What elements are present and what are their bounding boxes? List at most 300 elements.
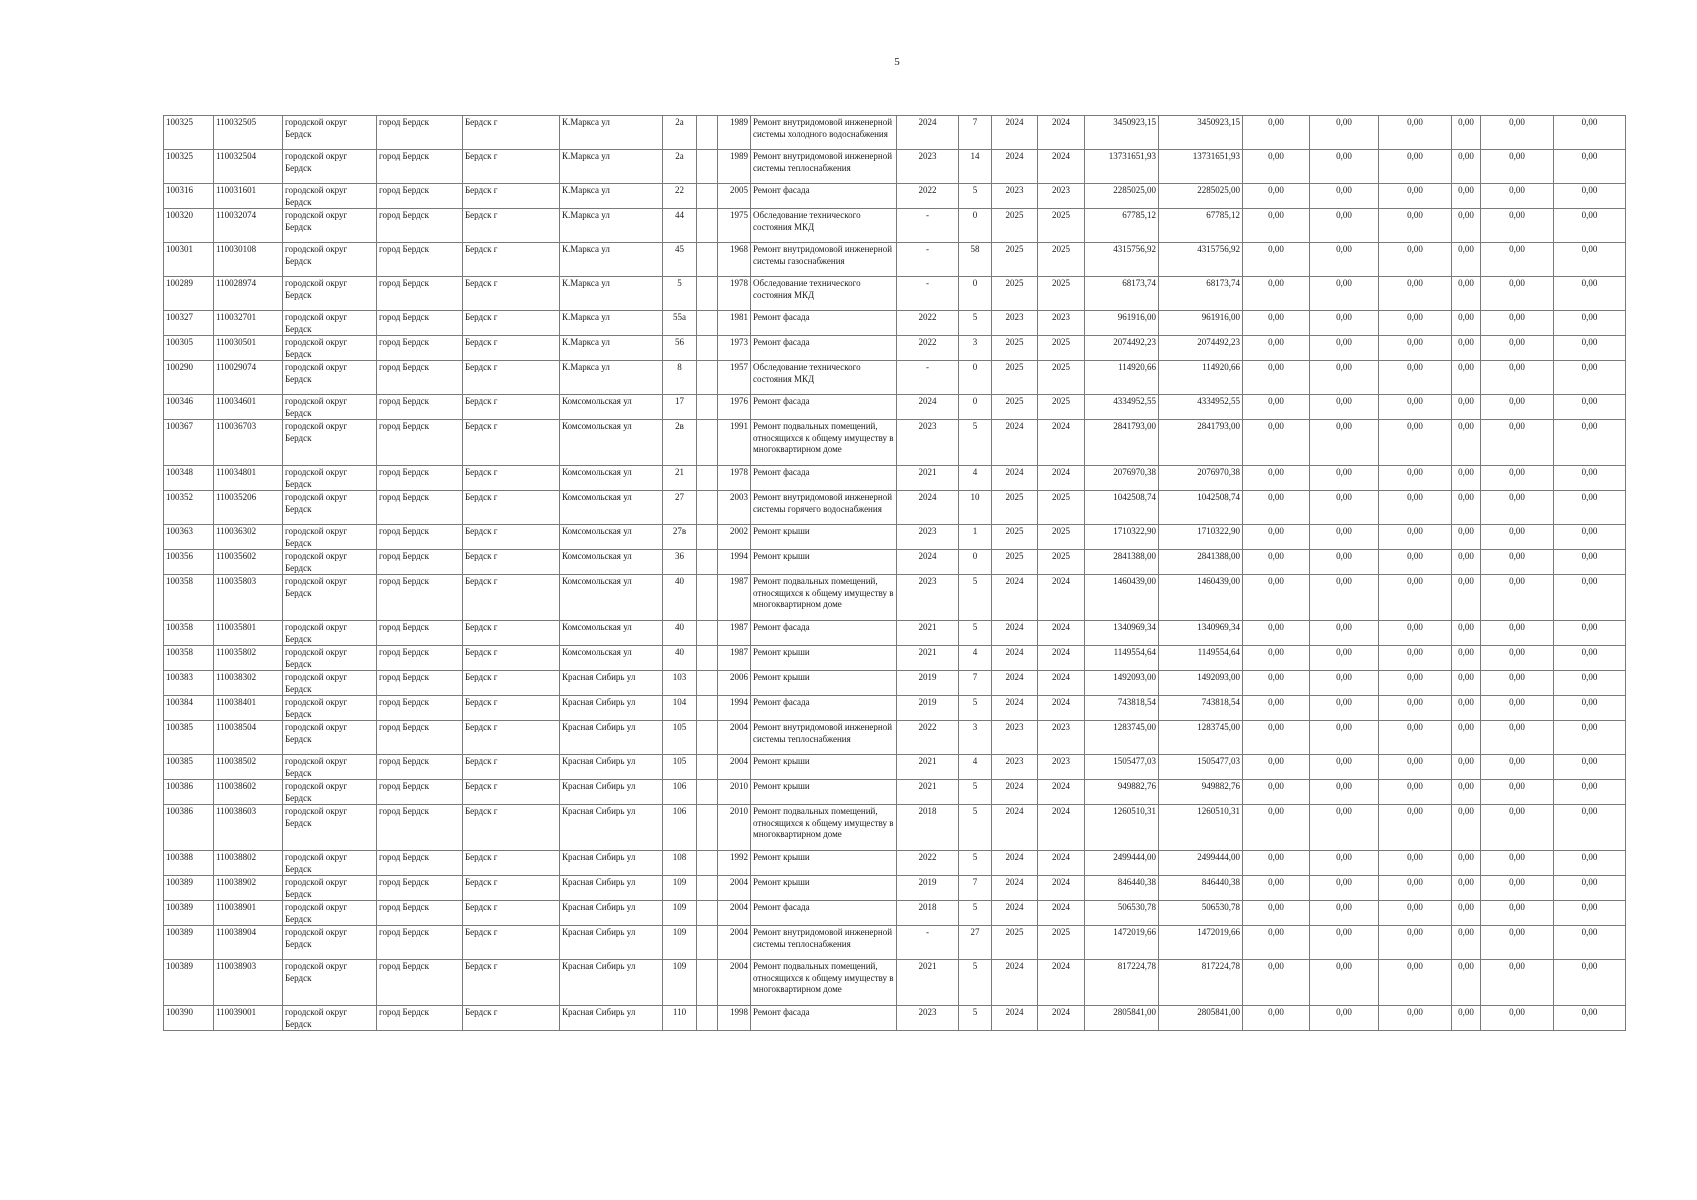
street-cell: Красная Сибирь ул	[560, 926, 663, 960]
count-cell: 7	[959, 671, 992, 696]
building-letter-cell	[697, 646, 718, 671]
locality-cell: Бердск г	[463, 550, 560, 575]
locality-cell: Бердск г	[463, 243, 560, 277]
house-number-cell: 105	[663, 721, 697, 755]
street-cell: К.Маркса ул	[560, 243, 663, 277]
street-cell: Комсомольская ул	[560, 550, 663, 575]
house-number-cell: 40	[663, 575, 697, 621]
owner-funds-cell: 0,00	[1452, 395, 1481, 420]
house-id-cell: 100316	[164, 184, 214, 209]
end-year-cell: 2025	[1038, 550, 1085, 575]
other-funds-cell: 0,00	[1481, 209, 1554, 243]
work-id-cell: 110028974	[214, 277, 283, 311]
other-funds-cell: 0,00	[1481, 960, 1554, 1006]
fund-cost-cell: 506530,78	[1159, 901, 1243, 926]
street-cell: Комсомольская ул	[560, 646, 663, 671]
start-year-cell: 2024	[992, 805, 1038, 851]
building-letter-cell	[697, 395, 718, 420]
settlement-cell: город Бердск	[377, 550, 463, 575]
building-letter-cell	[697, 184, 718, 209]
budget-federal-cell: 0,00	[1243, 420, 1310, 466]
other-funds-cell: 0,00	[1481, 150, 1554, 184]
prev-year-cell: 2022	[897, 851, 959, 876]
start-year-cell: 2024	[992, 780, 1038, 805]
budget-regional-cell: 0,00	[1310, 361, 1379, 395]
work-type-cell: Ремонт подвальных помещений, относящихся к общему имуществу в многоквартирном доме	[751, 575, 897, 621]
settlement-cell: город Бердск	[377, 755, 463, 780]
fund-cost-cell: 2285025,00	[1159, 184, 1243, 209]
work-type-cell: Ремонт фасада	[751, 184, 897, 209]
budget-local-cell: 0,00	[1379, 150, 1452, 184]
build-year-cell: 2010	[718, 805, 751, 851]
budget-regional-cell: 0,00	[1310, 671, 1379, 696]
fund-cost-cell: 1340969,34	[1159, 621, 1243, 646]
end-year-cell: 2024	[1038, 575, 1085, 621]
budget-federal-cell: 0,00	[1243, 575, 1310, 621]
end-year-cell: 2025	[1038, 491, 1085, 525]
total-cost-cell: 2805841,00	[1085, 1006, 1159, 1031]
budget-local-cell: 0,00	[1379, 960, 1452, 1006]
build-year-cell: 1987	[718, 575, 751, 621]
budget-federal-cell: 0,00	[1243, 243, 1310, 277]
fund-cost-cell: 1460439,00	[1159, 575, 1243, 621]
build-year-cell: 1987	[718, 646, 751, 671]
other-funds-cell: 0,00	[1481, 780, 1554, 805]
building-letter-cell	[697, 361, 718, 395]
locality-cell: Бердск г	[463, 851, 560, 876]
prev-year-cell: 2021	[897, 755, 959, 780]
municipality-cell: городской округ Бердск	[283, 696, 377, 721]
end-year-cell: 2023	[1038, 755, 1085, 780]
house-number-cell: 27в	[663, 525, 697, 550]
other-funds-cell: 0,00	[1481, 311, 1554, 336]
house-number-cell: 109	[663, 876, 697, 901]
budget-local-cell: 0,00	[1379, 696, 1452, 721]
work-type-cell: Ремонт внутридомовой инженерной системы холодного водоснабжения	[751, 116, 897, 150]
total-cost-cell: 1710322,90	[1085, 525, 1159, 550]
other-funds-cell: 0,00	[1481, 755, 1554, 780]
municipality-cell: городской округ Бердск	[283, 491, 377, 525]
work-id-cell: 110034601	[214, 395, 283, 420]
work-id-cell: 110030108	[214, 243, 283, 277]
work-type-cell: Ремонт внутридомовой инженерной системы горячего водоснабжения	[751, 491, 897, 525]
owner-funds-cell: 0,00	[1452, 926, 1481, 960]
house-number-cell: 103	[663, 671, 697, 696]
building-letter-cell	[697, 671, 718, 696]
count-cell: 0	[959, 395, 992, 420]
work-type-cell: Обследование технического состояния МКД	[751, 209, 897, 243]
budget-federal-cell: 0,00	[1243, 755, 1310, 780]
start-year-cell: 2024	[992, 901, 1038, 926]
street-cell: Комсомольская ул	[560, 395, 663, 420]
budget-federal-cell: 0,00	[1243, 960, 1310, 1006]
building-letter-cell	[697, 876, 718, 901]
municipality-cell: городской округ Бердск	[283, 876, 377, 901]
street-cell: Красная Сибирь ул	[560, 696, 663, 721]
settlement-cell: город Бердск	[377, 466, 463, 491]
page-number: 5	[894, 56, 900, 68]
work-id-cell: 110038603	[214, 805, 283, 851]
municipality-cell: городской округ Бердск	[283, 805, 377, 851]
budget-federal-cell: 0,00	[1243, 646, 1310, 671]
budget-local-cell: 0,00	[1379, 525, 1452, 550]
end-year-cell: 2025	[1038, 209, 1085, 243]
building-letter-cell	[697, 336, 718, 361]
build-year-cell: 1994	[718, 550, 751, 575]
house-number-cell: 110	[663, 1006, 697, 1031]
reserve-cell: 0,00	[1554, 755, 1626, 780]
street-cell: Красная Сибирь ул	[560, 876, 663, 901]
house-id-cell: 100325	[164, 116, 214, 150]
start-year-cell: 2025	[992, 361, 1038, 395]
other-funds-cell: 0,00	[1481, 876, 1554, 901]
other-funds-cell: 0,00	[1481, 361, 1554, 395]
budget-regional-cell: 0,00	[1310, 116, 1379, 150]
locality-cell: Бердск г	[463, 116, 560, 150]
reserve-cell: 0,00	[1554, 621, 1626, 646]
other-funds-cell: 0,00	[1481, 395, 1554, 420]
fund-cost-cell: 67785,12	[1159, 209, 1243, 243]
building-letter-cell	[697, 721, 718, 755]
municipality-cell: городской округ Бердск	[283, 721, 377, 755]
other-funds-cell: 0,00	[1481, 466, 1554, 491]
work-type-cell: Ремонт крыши	[751, 876, 897, 901]
prev-year-cell: 2023	[897, 525, 959, 550]
work-id-cell: 110032701	[214, 311, 283, 336]
house-number-cell: 27	[663, 491, 697, 525]
build-year-cell: 1987	[718, 621, 751, 646]
total-cost-cell: 961916,00	[1085, 311, 1159, 336]
budget-local-cell: 0,00	[1379, 876, 1452, 901]
count-cell: 4	[959, 646, 992, 671]
settlement-cell: город Бердск	[377, 621, 463, 646]
start-year-cell: 2025	[992, 395, 1038, 420]
settlement-cell: город Бердск	[377, 876, 463, 901]
other-funds-cell: 0,00	[1481, 420, 1554, 466]
municipality-cell: городской округ Бердск	[283, 209, 377, 243]
municipality-cell: городской округ Бердск	[283, 550, 377, 575]
budget-federal-cell: 0,00	[1243, 209, 1310, 243]
budget-regional-cell: 0,00	[1310, 721, 1379, 755]
budget-local-cell: 0,00	[1379, 550, 1452, 575]
total-cost-cell: 1460439,00	[1085, 575, 1159, 621]
budget-regional-cell: 0,00	[1310, 243, 1379, 277]
reserve-cell: 0,00	[1554, 209, 1626, 243]
start-year-cell: 2025	[992, 525, 1038, 550]
count-cell: 5	[959, 901, 992, 926]
work-id-cell: 110032504	[214, 150, 283, 184]
works-table-body	[164, 116, 1626, 1031]
table-row	[164, 420, 1626, 466]
owner-funds-cell: 0,00	[1452, 550, 1481, 575]
prev-year-cell: 2021	[897, 466, 959, 491]
table-row	[164, 926, 1626, 960]
budget-local-cell: 0,00	[1379, 621, 1452, 646]
budget-local-cell: 0,00	[1379, 926, 1452, 960]
municipality-cell: городской округ Бердск	[283, 575, 377, 621]
prev-year-cell: 2021	[897, 780, 959, 805]
prev-year-cell: -	[897, 926, 959, 960]
start-year-cell: 2024	[992, 621, 1038, 646]
street-cell: Красная Сибирь ул	[560, 671, 663, 696]
owner-funds-cell: 0,00	[1452, 277, 1481, 311]
house-number-cell: 109	[663, 960, 697, 1006]
locality-cell: Бердск г	[463, 901, 560, 926]
start-year-cell: 2023	[992, 721, 1038, 755]
work-id-cell: 110035802	[214, 646, 283, 671]
table-row	[164, 243, 1626, 277]
budget-regional-cell: 0,00	[1310, 277, 1379, 311]
street-cell: Красная Сибирь ул	[560, 901, 663, 926]
end-year-cell: 2024	[1038, 150, 1085, 184]
owner-funds-cell: 0,00	[1452, 721, 1481, 755]
reserve-cell: 0,00	[1554, 116, 1626, 150]
house-id-cell: 100320	[164, 209, 214, 243]
reserve-cell: 0,00	[1554, 491, 1626, 525]
table-row	[164, 491, 1626, 525]
locality-cell: Бердск г	[463, 805, 560, 851]
prev-year-cell: 2022	[897, 184, 959, 209]
locality-cell: Бердск г	[463, 926, 560, 960]
fund-cost-cell: 13731651,93	[1159, 150, 1243, 184]
municipality-cell: городской округ Бердск	[283, 395, 377, 420]
locality-cell: Бердск г	[463, 150, 560, 184]
budget-federal-cell: 0,00	[1243, 525, 1310, 550]
owner-funds-cell: 0,00	[1452, 420, 1481, 466]
prev-year-cell: 2018	[897, 805, 959, 851]
budget-regional-cell: 0,00	[1310, 150, 1379, 184]
work-type-cell: Ремонт подвальных помещений, относящихся к общему имуществу в многоквартирном доме	[751, 960, 897, 1006]
building-letter-cell	[697, 243, 718, 277]
reserve-cell: 0,00	[1554, 960, 1626, 1006]
reserve-cell: 0,00	[1554, 395, 1626, 420]
reserve-cell: 0,00	[1554, 243, 1626, 277]
other-funds-cell: 0,00	[1481, 851, 1554, 876]
settlement-cell: город Бердск	[377, 926, 463, 960]
total-cost-cell: 114920,66	[1085, 361, 1159, 395]
end-year-cell: 2024	[1038, 901, 1085, 926]
count-cell: 1	[959, 525, 992, 550]
owner-funds-cell: 0,00	[1452, 1006, 1481, 1031]
house-id-cell: 100305	[164, 336, 214, 361]
work-id-cell: 110035602	[214, 550, 283, 575]
end-year-cell: 2024	[1038, 671, 1085, 696]
settlement-cell: город Бердск	[377, 525, 463, 550]
total-cost-cell: 68173,74	[1085, 277, 1159, 311]
reserve-cell: 0,00	[1554, 575, 1626, 621]
work-type-cell: Ремонт крыши	[751, 851, 897, 876]
build-year-cell: 2003	[718, 491, 751, 525]
table-row	[164, 277, 1626, 311]
other-funds-cell: 0,00	[1481, 646, 1554, 671]
locality-cell: Бердск г	[463, 621, 560, 646]
build-year-cell: 2010	[718, 780, 751, 805]
prev-year-cell: 2024	[897, 491, 959, 525]
house-number-cell: 8	[663, 361, 697, 395]
build-year-cell: 2004	[718, 901, 751, 926]
work-type-cell: Ремонт внутридомовой инженерной системы газоснабжения	[751, 243, 897, 277]
budget-local-cell: 0,00	[1379, 780, 1452, 805]
total-cost-cell: 2499444,00	[1085, 851, 1159, 876]
prev-year-cell: 2022	[897, 336, 959, 361]
end-year-cell: 2024	[1038, 466, 1085, 491]
budget-federal-cell: 0,00	[1243, 491, 1310, 525]
end-year-cell: 2024	[1038, 876, 1085, 901]
building-letter-cell	[697, 575, 718, 621]
work-id-cell: 110038901	[214, 901, 283, 926]
locality-cell: Бердск г	[463, 311, 560, 336]
budget-regional-cell: 0,00	[1310, 525, 1379, 550]
settlement-cell: город Бердск	[377, 671, 463, 696]
count-cell: 0	[959, 209, 992, 243]
house-number-cell: 104	[663, 696, 697, 721]
reserve-cell: 0,00	[1554, 805, 1626, 851]
budget-regional-cell: 0,00	[1310, 184, 1379, 209]
work-type-cell: Ремонт крыши	[751, 780, 897, 805]
count-cell: 0	[959, 361, 992, 395]
settlement-cell: город Бердск	[377, 243, 463, 277]
prev-year-cell: 2023	[897, 150, 959, 184]
owner-funds-cell: 0,00	[1452, 184, 1481, 209]
street-cell: Красная Сибирь ул	[560, 960, 663, 1006]
reserve-cell: 0,00	[1554, 696, 1626, 721]
budget-federal-cell: 0,00	[1243, 311, 1310, 336]
budget-federal-cell: 0,00	[1243, 805, 1310, 851]
work-type-cell: Ремонт внутридомовой инженерной системы теплоснабжения	[751, 150, 897, 184]
end-year-cell: 2025	[1038, 277, 1085, 311]
building-letter-cell	[697, 926, 718, 960]
work-id-cell: 110035801	[214, 621, 283, 646]
building-letter-cell	[697, 311, 718, 336]
locality-cell: Бердск г	[463, 277, 560, 311]
other-funds-cell: 0,00	[1481, 721, 1554, 755]
house-id-cell: 100386	[164, 805, 214, 851]
building-letter-cell	[697, 621, 718, 646]
fund-cost-cell: 1283745,00	[1159, 721, 1243, 755]
owner-funds-cell: 0,00	[1452, 960, 1481, 1006]
build-year-cell: 2004	[718, 960, 751, 1006]
municipality-cell: городской округ Бердск	[283, 671, 377, 696]
building-letter-cell	[697, 420, 718, 466]
house-id-cell: 100352	[164, 491, 214, 525]
house-id-cell: 100301	[164, 243, 214, 277]
settlement-cell: город Бердск	[377, 116, 463, 150]
table-row	[164, 311, 1626, 336]
start-year-cell: 2024	[992, 575, 1038, 621]
count-cell: 3	[959, 721, 992, 755]
table-row	[164, 755, 1626, 780]
work-type-cell: Ремонт внутридомовой инженерной системы теплоснабжения	[751, 926, 897, 960]
owner-funds-cell: 0,00	[1452, 243, 1481, 277]
work-id-cell: 110038602	[214, 780, 283, 805]
work-id-cell: 110036302	[214, 525, 283, 550]
count-cell: 3	[959, 336, 992, 361]
municipality-cell: городской округ Бердск	[283, 851, 377, 876]
house-number-cell: 36	[663, 550, 697, 575]
house-id-cell: 100388	[164, 851, 214, 876]
owner-funds-cell: 0,00	[1452, 696, 1481, 721]
reserve-cell: 0,00	[1554, 525, 1626, 550]
total-cost-cell: 846440,38	[1085, 876, 1159, 901]
count-cell: 5	[959, 184, 992, 209]
start-year-cell: 2024	[992, 646, 1038, 671]
owner-funds-cell: 0,00	[1452, 671, 1481, 696]
locality-cell: Бердск г	[463, 960, 560, 1006]
work-type-cell: Ремонт крыши	[751, 646, 897, 671]
end-year-cell: 2024	[1038, 851, 1085, 876]
other-funds-cell: 0,00	[1481, 671, 1554, 696]
end-year-cell: 2025	[1038, 395, 1085, 420]
budget-regional-cell: 0,00	[1310, 466, 1379, 491]
start-year-cell: 2025	[992, 491, 1038, 525]
budget-federal-cell: 0,00	[1243, 150, 1310, 184]
table-row	[164, 696, 1626, 721]
house-number-cell: 109	[663, 926, 697, 960]
count-cell: 5	[959, 960, 992, 1006]
municipality-cell: городской округ Бердск	[283, 243, 377, 277]
count-cell: 5	[959, 311, 992, 336]
prev-year-cell: 2021	[897, 621, 959, 646]
owner-funds-cell: 0,00	[1452, 150, 1481, 184]
owner-funds-cell: 0,00	[1452, 621, 1481, 646]
budget-local-cell: 0,00	[1379, 721, 1452, 755]
work-type-cell: Ремонт крыши	[751, 525, 897, 550]
total-cost-cell: 1260510,31	[1085, 805, 1159, 851]
house-id-cell: 100363	[164, 525, 214, 550]
work-id-cell: 110038904	[214, 926, 283, 960]
house-id-cell: 100389	[164, 960, 214, 1006]
settlement-cell: город Бердск	[377, 277, 463, 311]
fund-cost-cell: 846440,38	[1159, 876, 1243, 901]
owner-funds-cell: 0,00	[1452, 755, 1481, 780]
work-id-cell: 110032505	[214, 116, 283, 150]
build-year-cell: 1989	[718, 150, 751, 184]
build-year-cell: 2002	[718, 525, 751, 550]
count-cell: 5	[959, 805, 992, 851]
prev-year-cell: -	[897, 277, 959, 311]
build-year-cell: 1994	[718, 696, 751, 721]
owner-funds-cell: 0,00	[1452, 311, 1481, 336]
street-cell: К.Маркса ул	[560, 150, 663, 184]
start-year-cell: 2024	[992, 420, 1038, 466]
prev-year-cell: 2024	[897, 116, 959, 150]
table-row	[164, 336, 1626, 361]
reserve-cell: 0,00	[1554, 721, 1626, 755]
build-year-cell: 1976	[718, 395, 751, 420]
municipality-cell: городской округ Бердск	[283, 184, 377, 209]
total-cost-cell: 1283745,00	[1085, 721, 1159, 755]
build-year-cell: 1992	[718, 851, 751, 876]
work-id-cell: 110038802	[214, 851, 283, 876]
owner-funds-cell: 0,00	[1452, 646, 1481, 671]
table-row	[164, 184, 1626, 209]
start-year-cell: 2024	[992, 150, 1038, 184]
budget-regional-cell: 0,00	[1310, 960, 1379, 1006]
budget-regional-cell: 0,00	[1310, 876, 1379, 901]
start-year-cell: 2023	[992, 755, 1038, 780]
reserve-cell: 0,00	[1554, 361, 1626, 395]
building-letter-cell	[697, 901, 718, 926]
build-year-cell: 1991	[718, 420, 751, 466]
count-cell: 5	[959, 851, 992, 876]
start-year-cell: 2025	[992, 209, 1038, 243]
start-year-cell: 2024	[992, 960, 1038, 1006]
fund-cost-cell: 1042508,74	[1159, 491, 1243, 525]
end-year-cell: 2025	[1038, 926, 1085, 960]
end-year-cell: 2024	[1038, 116, 1085, 150]
street-cell: Комсомольская ул	[560, 491, 663, 525]
other-funds-cell: 0,00	[1481, 336, 1554, 361]
